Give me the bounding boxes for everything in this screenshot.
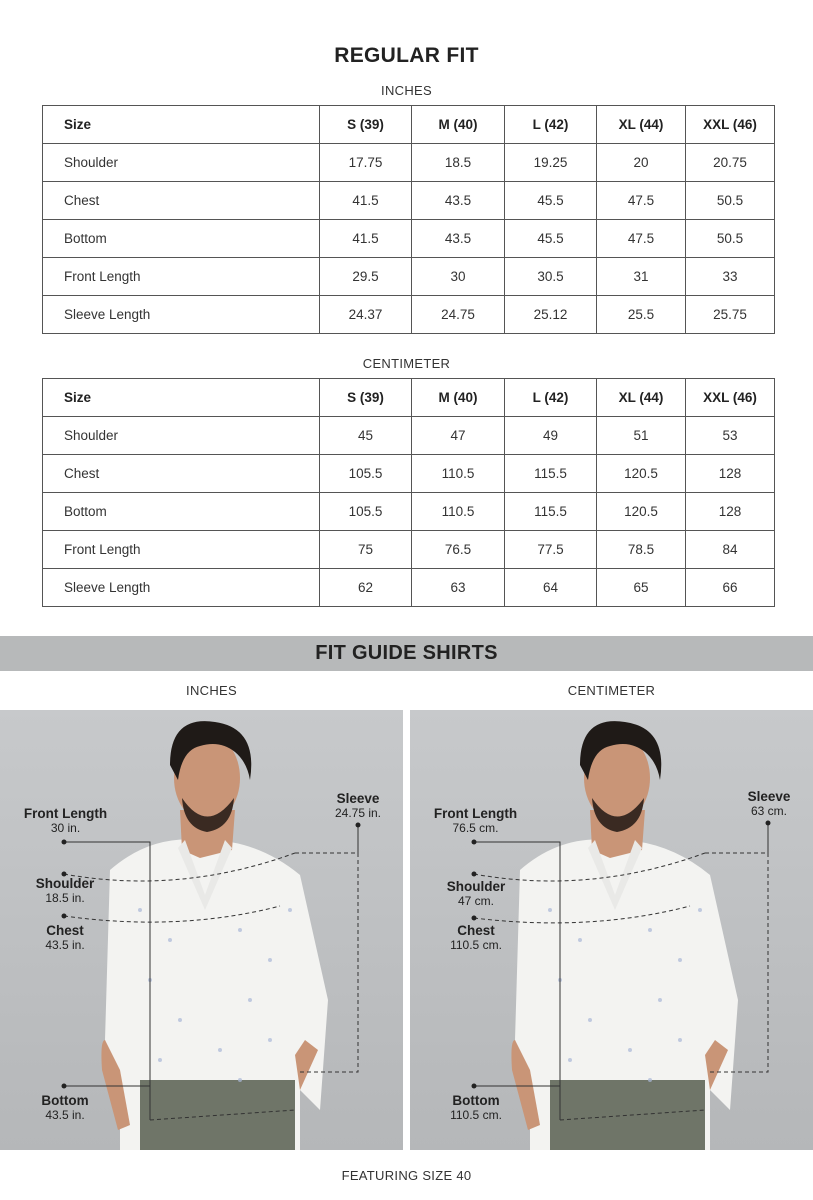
inches-size-table [42,105,775,334]
table-row [43,144,775,182]
table-cell: 128 [686,493,775,531]
fit-photo-cm [410,710,813,1150]
table-cell: 120.5 [597,455,686,493]
header-size-5: XXL (46) [686,379,775,417]
table-row [43,493,775,531]
table-cell: 45.5 [505,182,597,220]
page-title: REGULAR FIT [334,44,479,67]
table-cell: 20 [597,144,686,182]
annotation-bottom: Bottom 110.5 cm. [450,1093,502,1122]
row-label: Chest [43,182,320,220]
guide-cm-label: CENTIMETER [567,683,656,698]
table-cell: 49 [505,417,597,455]
table-cell: 24.37 [320,296,412,334]
cm-size-table [42,378,775,607]
featuring-size-caption: FEATURING SIZE 40 [341,1168,472,1183]
table-cell: 110.5 [412,493,505,531]
row-label: Shoulder [43,417,320,455]
table-cell: 84 [686,531,775,569]
row-label: Sleeve Length [43,569,320,607]
annotation-sleeve: Sleeve 63 cm. [747,789,791,818]
cm-table-label: CENTIMETER [362,356,451,371]
row-label: Bottom [43,493,320,531]
table-cell: 63 [412,569,505,607]
table-row [43,569,775,607]
table-row [43,182,775,220]
table-cell: 29.5 [320,258,412,296]
header-size-3: L (42) [505,106,597,144]
table-cell: 105.5 [320,493,412,531]
header-size-3: L (42) [505,379,597,417]
table-row [43,531,775,569]
table-header-row [43,106,775,144]
table-cell: 110.5 [412,455,505,493]
table-row [43,296,775,334]
table-cell: 120.5 [597,493,686,531]
table-cell: 19.25 [505,144,597,182]
table-cell: 47 [412,417,505,455]
table-cell: 33 [686,258,775,296]
table-cell: 105.5 [320,455,412,493]
table-row [43,220,775,258]
header-size-4: XL (44) [597,106,686,144]
fit-guide-title: FIT GUIDE SHIRTS [0,636,813,671]
table-cell: 115.5 [505,493,597,531]
table-cell: 78.5 [597,531,686,569]
guide-inches-label: INCHES [186,683,237,698]
table-cell: 62 [320,569,412,607]
header-size: Size [43,106,320,144]
annotation-shoulder: Shoulder 47 cm. [446,879,506,908]
annotation-sleeve: Sleeve 24.75 in. [334,791,382,820]
header-size-5: XXL (46) [686,106,775,144]
table-cell: 20.75 [686,144,775,182]
header-size-1: S (39) [320,379,412,417]
header-size: Size [43,379,320,417]
table-cell: 65 [597,569,686,607]
table-cell: 24.75 [412,296,505,334]
row-label: Front Length [43,258,320,296]
table-cell: 50.5 [686,182,775,220]
table-cell: 45 [320,417,412,455]
table-cell: 128 [686,455,775,493]
table-cell: 53 [686,417,775,455]
table-cell: 77.5 [505,531,597,569]
table-cell: 25.12 [505,296,597,334]
row-label: Shoulder [43,144,320,182]
row-label: Sleeve Length [43,296,320,334]
annotation-chest: Chest 110.5 cm. [450,923,502,952]
table-cell: 25.75 [686,296,775,334]
table-cell: 45.5 [505,220,597,258]
table-cell: 50.5 [686,220,775,258]
table-cell: 115.5 [505,455,597,493]
table-cell: 66 [686,569,775,607]
table-cell: 76.5 [412,531,505,569]
table-cell: 41.5 [320,182,412,220]
table-cell: 47.5 [597,220,686,258]
row-label: Front Length [43,531,320,569]
row-label: Chest [43,455,320,493]
annotation-chest: Chest 43.5 in. [45,923,85,952]
table-cell: 43.5 [412,220,505,258]
table-row [43,417,775,455]
row-label: Bottom [43,220,320,258]
annotation-front-length: Front Length 76.5 cm. [433,806,518,835]
header-size-2: M (40) [412,379,505,417]
table-cell: 47.5 [597,182,686,220]
header-size-2: M (40) [412,106,505,144]
table-cell: 25.5 [597,296,686,334]
fit-photo-inches [0,710,403,1150]
inches-table-label: INCHES [381,83,432,98]
header-size-4: XL (44) [597,379,686,417]
table-cell: 30.5 [505,258,597,296]
table-cell: 51 [597,417,686,455]
table-row [43,455,775,493]
table-cell: 17.75 [320,144,412,182]
table-header-row [43,379,775,417]
annotation-shoulder: Shoulder 18.5 in. [35,876,95,905]
table-cell: 64 [505,569,597,607]
table-cell: 31 [597,258,686,296]
header-size-1: S (39) [320,106,412,144]
table-cell: 41.5 [320,220,412,258]
table-cell: 75 [320,531,412,569]
table-cell: 18.5 [412,144,505,182]
table-row [43,258,775,296]
annotation-bottom: Bottom 43.5 in. [41,1093,89,1122]
annotation-front-length: Front Length 30 in. [23,806,108,835]
table-cell: 43.5 [412,182,505,220]
table-cell: 30 [412,258,505,296]
